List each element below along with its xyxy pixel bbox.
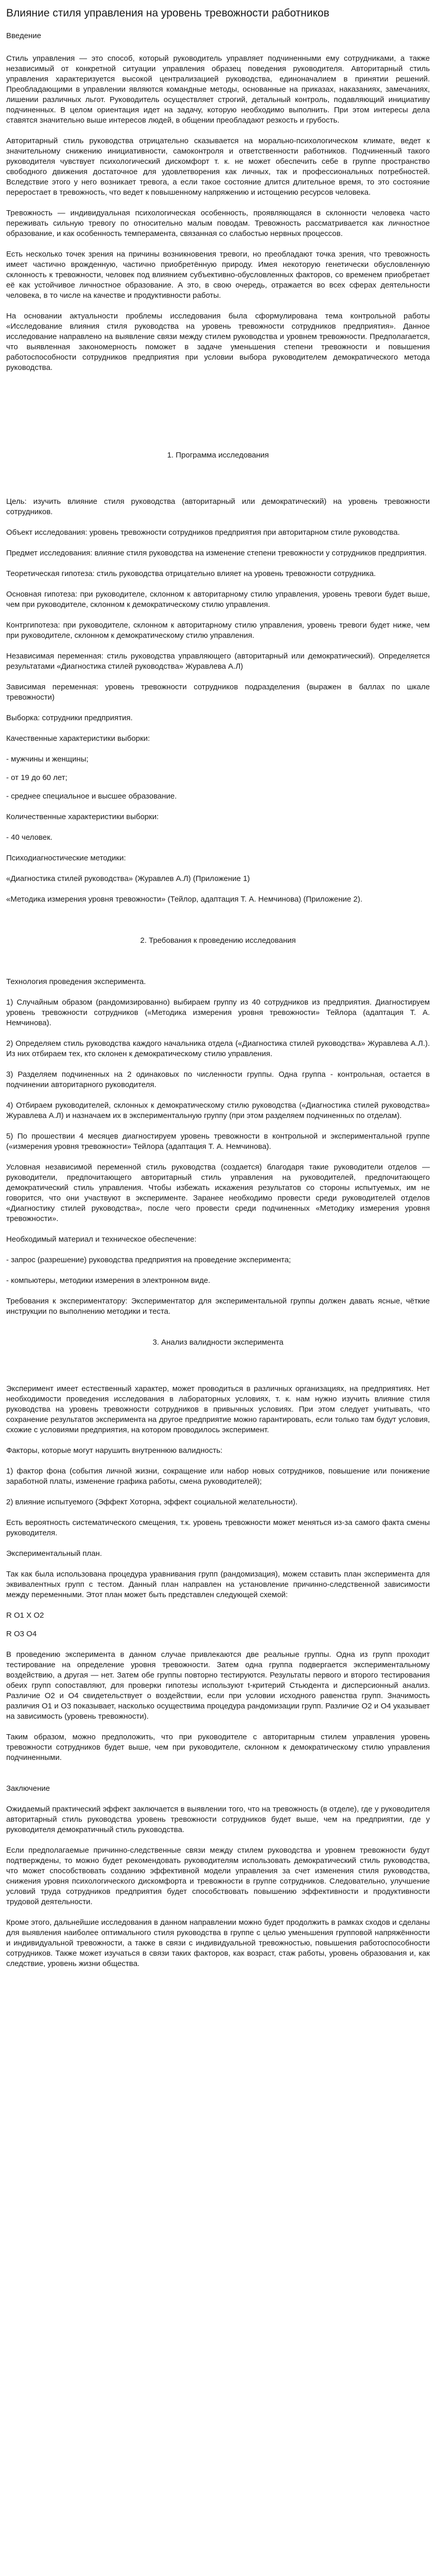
section3-line: R O3 O4 — [6, 1630, 37, 1638]
conclusion-body — [6, 1804, 430, 1969]
section1-line: Психодиагностические методики: — [6, 854, 126, 862]
section1-line: Количественные характеристики выборки: — [6, 812, 159, 821]
section3-line: 2) влияние испытуемого (Эффект Хоторна, эффект социальной желательности). — [6, 1498, 298, 1506]
section1-line: Предмет исследования: влияние стиля руководства на изменение степени тревожности у сотрудников предприятия. — [6, 549, 427, 557]
section2-line: 5) По прошествии 4 месяцев диагностируем уровень тревожности в контрольной и экспериментальной группе («измерения уровня тревожности» Тейлора (адаптация Т. А. Немчинова). — [6, 1132, 430, 1151]
section3-line: Так как была использована процедура уравнивания групп (рандомизация), можем сставить план эксперимента для эквивалентных групп с тестом. Данный план направлен на установление причинно-следственной зависимости между переменными. Этот план может быть представлен следующей схемой: — [6, 1570, 430, 1599]
section1-line: «Диагностика стилей руководства» (Журавлев А.Л) (Приложение 1) — [6, 874, 250, 883]
section1-line: Контргипотеза: при руководителе, склонном к авторитарному стилю управления, уровень тревоги будет ниже, чем при руководителе, склонном к демократическому стилю управления. — [6, 621, 430, 640]
section3-line: Есть вероятность систематического смещения, т.к. уровень тревожности может меняться из-за самого факта смены руководителя. — [6, 1518, 430, 1537]
section3-line: R O1 X O2 — [6, 1611, 44, 1620]
intro-heading: Введение — [6, 31, 41, 40]
section1-body — [6, 497, 430, 905]
section3-line: Таким образом, можно предположить, что при руководителе с авторитарным стилем управления уровень тревожности сотрудников будет выше, чем при руководителе, склонном к демократическому стилю управления подчиненными. — [6, 1733, 430, 1762]
section1-heading: 1. Программа исследования — [167, 451, 269, 460]
section1-line: Теоретическая гипотеза: стиль руководства отрицательно влияет на уровень тревожности сотрудника. — [6, 569, 376, 578]
section2-body — [6, 977, 430, 1317]
intro-paragraph: Авторитарный стиль руководства отрицательно сказывается на морально-психологическом климате, ведет к значительному снижению инициативности, самоконтроля и ответственности работников. Подчиненный такого руководителя чувствует психологический дискомфорт т. к. не может обеспечить себе в группе пространство свободного движения достаточное для удовлетворения как личных, так и профессиональных потребностей. Вследствие этого у него возникает тревога, а если такое состояние длится длительное время, то это состояние переростает в тревожность, что ведет к повышенному напряжению и истощению ресурсов человека. — [6, 137, 430, 197]
page-title: Влияние стиля управления на уровень тревожности работников — [6, 7, 329, 19]
section1-line: Независимая переменная: стиль руководства управляющего (авторитарный или демократический). Определяется результатами «Диагностика стилей руководства» Журавлева А.Л) — [6, 652, 430, 671]
section2-line: Необходимый материал и техническое обеспечение: — [6, 1235, 197, 1244]
section1-line: Выборка: сотрудники предприятия. — [6, 714, 133, 722]
section2-line: - компьютеры, методики измерения в электронном виде. — [6, 1276, 211, 1285]
section3-line: 1) фактор фона (события личной жизни, сокращение или набор новых сотрудников, повышение или понижение заработной платы, изменение графика работы, смена руководителей); — [6, 1467, 430, 1486]
section3-line: Экспериментальный план. — [6, 1549, 102, 1558]
section2-line: Технология проведения эксперимента. — [6, 977, 146, 986]
section1-line: Объект исследования: уровень тревожности сотрудников предприятия при авторитарном стиле руководства. — [6, 528, 400, 537]
section1-line: Основная гипотеза: при руководителе, склонном к авторитарному стилю управления, уровень тревоги будет выше, чем при руководителе, склонном к демократическому стилю управления. — [6, 590, 430, 609]
intro-paragraph: На основании актуальности проблемы исследования была сформулирована тема контрольной работы «Исследование влияния стиля руководства на уровень тревожности сотрудников предприятия». Данное исследование направлено на выявление связи между стилем руководства и уровнем тревожности. Предполагается, что выявленная закономерность поможет в задаче уменьшения степени тревожности и повышения работоспособности сотрудников предприятия при условии выбора руководителем демократического метода руководства. — [6, 312, 430, 372]
section3-line: Факторы, которые могут нарушить внутреннюю валидность: — [6, 1446, 223, 1455]
section1-line: Цель: изучить влияние стиля руководства (авторитарный или демократический) на уровень тревожности сотрудников. — [6, 497, 430, 516]
section2-line: 3) Разделяем подчиненных на 2 одинаковых по численности группы. Одна группа - контрольная, остается в подчинении авторитарного руководителя. — [6, 1070, 430, 1089]
section1-line: - 40 человек. — [6, 833, 53, 842]
conclusion-paragraph: Кроме этого, дальнейшие исследования в данном направлении можно будет продолжить в рамках сходов и сделаны для выявления наиболее оптимального стиля руководства в группе с целью уменьшения групповой напряжённости и индивидуальной тревожности, а также в связи с индивидуальной тревожностью, повышения работоспособности сотрудников. Также может изучаться в связи таких факторов, как возраст, стаж работы, уровень образования и, как следствие, уровень жизни общества. — [6, 1918, 430, 1968]
section2-line: - запрос (разрешение) руководства предприятия на проведение эксперимента; — [6, 1256, 291, 1264]
section1-line: Зависимая переменная: уровень тревожности сотрудников подразделения (выражен в баллах по шкале тревожности) — [6, 683, 430, 702]
conclusion-paragraph: Если предполагаемые причинно-следственные связи между стилем руководства и уровнем тревожности будут подтверждены, то можно будет рекомендовать руководителям использовать демократический стиль руководства, что может способствовать созданию эффективной модели управления за счет изменения стиля руководства, снижения уровня психологического дискомфорта и тревожности в группе сотрудников. Следовательно, улучшение условий труда сотрудников предприятия будет способствовать повышению эффективности и продуктивности трудовой деятельности. — [6, 1846, 430, 1906]
intro-paragraph: Тревожность — индивидуальная психологическая особенность, проявляющаяся в склонности человека часто переживать сильную тревогу по относительно малым поводам. Тревожность рассматривается как личностное образование, и как особенность темперамента, связанная со слабостью нервных процессов. — [6, 209, 430, 238]
section3-line: Эксперимент имеет естественный характер, может проводиться в различных организациях, на предприятиях. Нет необходимости проведения исследования в лабораторных условиях, т. к. нам нужно изучить влияние стиля руководства на уровень тревожности сотрудников в привычных условиях. При этом следует учитывать, что сохранение результатов эксперимента на другое предприятие можно гарантировать, если только там будут условия, схожие с условиями предприятия, на котором проводилось эксперимент. — [6, 1384, 430, 1434]
section2-line: 4) Отбираем руководителей, склонных к демократическому стилю руководства («Диагностика стилей руководства» Журавлева А.Л) и назначаем их в экспериментальную группу (при этом разделяем подчиненных по отделам). — [6, 1101, 430, 1120]
section1-line: - от 19 до 60 лет; — [6, 773, 67, 782]
section1-line: «Методика измерения уровня тревожности» (Тейлор, адаптация Т. А. Немчинова) (Приложение 2). — [6, 895, 362, 904]
section3-line: В проведению эксперимента в данном случае привлекаются две реальные группы. Одна из групп проходит тестирование на определение уровня тревожности. Затем одна группа подвергается экспериментальному воздействию, а другая — нет. Затем обе группы повторно тестируются. Результаты первого и второго тестирования обеих групп сопоставляют, для проверки гипотезы используют t-критерий Стьюдента и дисперсионный анализ. Различие O2 и O4 свидетельствует о воздействии, если при условии исходного равенства групп. Значимость различия O1 и O3 показывает, насколько осуществима процедура рандомизации групп. Различие O2 и O4 указывает на зависимость (уровень тревожности). — [6, 1650, 430, 1721]
section1-line: Качественные характеристики выборки: — [6, 734, 150, 743]
section2-line: 1) Случайным образом (рандомизированно) выбираем группу из 40 сотрудников из предприятия. Диагностируем уровень тревожности сотрудников («Методика измерения уровня тревожности» Тейлора (адаптация Т. А. Немчинова). — [6, 998, 430, 1027]
section3-body — [6, 1384, 430, 1763]
section1-line: - среднее специальное и высшее образование. — [6, 792, 177, 801]
intro-paragraph: Стиль управления — это способ, который руководитель управляет подчиненными ему сотрудниками, а также независимый от конкретной ситуации управления образец поведения руководителя. Авторитарный стиль управления характеризуется высокой централизацией руководства, единоначалием в принятии решений. Преобладающими в управлении являются командные методы, основанные на приказах, наказаниях, замечаниях, лишении различных льгот. Руководитель осуществляет строгий, детальный контроль, подавляющий инициативу подчиненных. В целом ориентация идет на задачу, которую необходимо выполнить. При этом интересы дела ставятся значительно выше интересов людей, в общении преобладают резкость и грубость. — [6, 54, 430, 125]
intro-paragraph: Есть несколько точек зрения на причины возникновения тревоги, но преобладают точка зрения, что тревожность имеет частично врожденную, частично приобретённую природу. Имея некоторую генетически обусловленную склонность к тревожности, человек под влиянием субъективно-обусловленных факторов, со временем приобретает её как устойчивое личностное образование. А это, в свою очередь, отражается во всех сферах деятельности человека, в то числе на качестве и продуктивности работы. — [6, 250, 430, 300]
section2-line: Условная независимой переменной стиль руководства (создается) благодаря такие руководители отделов — руководители, предпочитающего авторитарный стиль управления на руководителей, предпочитающего демократический стиль управления. Чтобы избежать искажения результатов со стороны испытуемых, им не говорится, что они участвуют в эксперименте. Заранее необходимо провести среди руководителей отделов «Диагностику стилей руководства», после чего провести среди подчиненных «Методику измерения уровня тревожности». — [6, 1163, 430, 1223]
intro-body — [6, 54, 430, 373]
conclusion-heading: Заключение — [6, 1784, 50, 1793]
section3-heading: 3. Анализ валидности эксперимента — [152, 1338, 284, 1347]
section2-line: Требования к экспериментатору: Экспериментатор для экспериментальной группы должен давать ясные, чёткие инструкции по выполнению методики и теста. — [6, 1297, 430, 1316]
conclusion-paragraph: Ожидаемый практический эффект заключается в выявлении того, что на тревожность (в отделе), где у руководителя авторитарный стиль руководства уровень тревожности сотрудников будет выше, чем на предприятии, где у руководителя демократичный стиль руководства. — [6, 1805, 430, 1834]
section1-line: - мужчины и женщины; — [6, 755, 89, 764]
section2-heading: 2. Требования к проведению исследования — [140, 936, 296, 945]
section2-line: 2) Определяем стиль руководства каждого начальника отдела («Диагностика стилей руководства» Журавлева А.Л.). Из них отбираем тех, кто склонен к демократическому стилю управления. — [6, 1039, 430, 1058]
